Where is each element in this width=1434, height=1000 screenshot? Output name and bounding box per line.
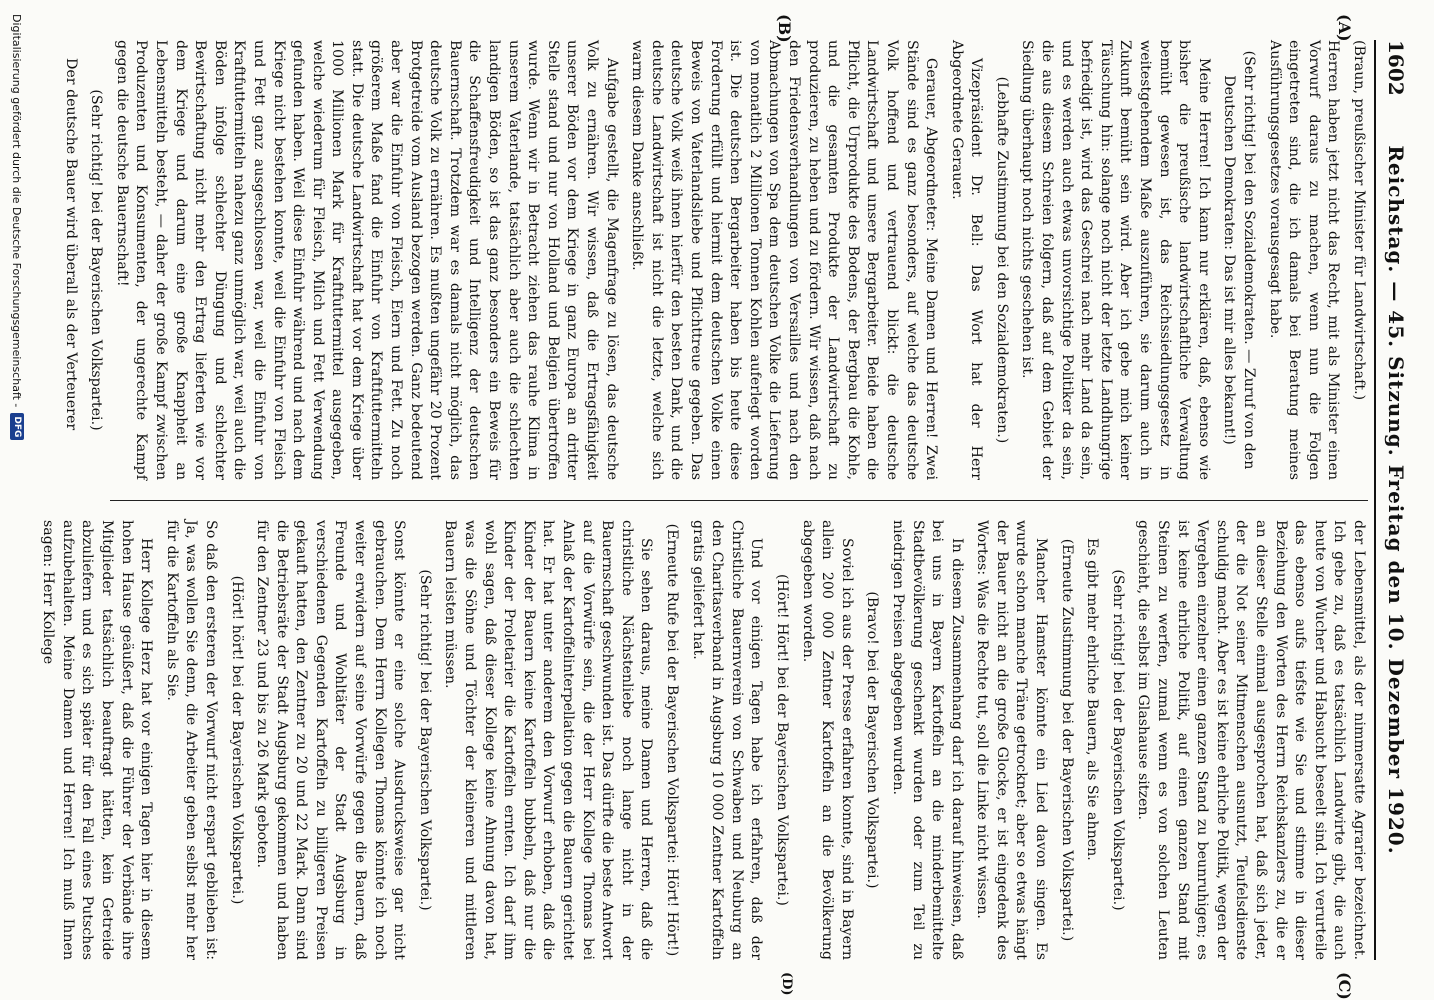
margin-marker-c: (C)	[1335, 972, 1354, 1000]
interjection: (Erneute Zustimmung bei der Bayerischen Volkspartei.)	[1058, 538, 1075, 942]
interjection: (Sehr richtig! bei den Sozialdemokraten. — Zuruf von den Deutschen Demokraten: Das ist mir alles bekannt!)	[1221, 50, 1258, 470]
margin-marker-d: (D)	[779, 972, 794, 996]
paragraph: In diesem Zusammenhang darf ich darauf hinweisen, daß bei uns in Bayern Kartoffeln an die minderbemittelte Stadtbevölkerung geschenkt wurden oder zum Teil zu niedrigen Preisen abgegeben wurden.	[889, 520, 965, 960]
page-title: Reichstag. — 45. Sitzung. Freitag den 10. Dezember 1920.	[1384, 145, 1408, 855]
digitization-footer	[0, 0, 34, 1000]
interjection: (Bravo! bei der Bayerischen Volkspartei.)	[864, 591, 881, 889]
paragraph: (Braun, preußischer Minister für Landwirtschaft.)	[1351, 40, 1367, 401]
paragraph: Herr Kollege Herz hat vor einigen Tagen hier in diesem hohen Hause geäußert, daß die Führer der Verbände ihre Mitglieder tatsächlich beauftragt hätten, kein Getreide abzuliefern und es sich später für den Fall eines Putsches aufzubehalten. Meine Damen und Herren! Ich muß Ihnen sagen: Herr Kollege	[40, 520, 155, 960]
paragraph: Soviel ich aus der Presse erfahren konnte, sind in Bayern allein 200 000 Zentner Kartoffeln an die Bevölkerung abgegeben worden.	[799, 520, 855, 960]
paragraph: Der deutsche Bauer wird überall als der Verteuerer	[62, 58, 79, 431]
interjection: (Erneute Rufe bei der Bayerischen Volkspartei: Hört! Hört!)	[664, 523, 680, 957]
speaker-announcement: Vizepräsident Dr. Bell: Das Wort hat der Herr Abgeordnete Gerauer.	[948, 40, 985, 480]
interjection: (Sehr richtig! bei der Bayerischen Volkspartei.)	[416, 569, 433, 911]
page-header	[1374, 40, 1416, 960]
paragraph: Mancher Hamster könnte ein Lied davon singen. Es wurde schon manche Träne getrocknet; aber so etwas hängt der Bauer nicht an die große Glocke, er ist eingedenk des Wortes: Was die Rechte tut, soll die Linke nicht wissen.	[974, 520, 1050, 960]
paragraph: Sie sehen daraus, meine Damen und Herren, daß die christliche Nächstenliebe noch lange nicht in der Bauernschaft geschwunden ist. Das dürfte die beste Antwort auf die Vorwürfe sein, die der Herr Kollege Thomas bei Anlaß der Kartoffelinterpellation gegen die Bauern gerichtet hat. Er hat unter anderem den Vorwurf erhoben, daß die Kinder der Bauern keine Kartoffeln bubbeln, daß nur die Kinder der Proletarier die Kartoffeln ernten. Ich darf ihm wohl sagen, daß dieser Kollege keine Ahnung davon hat, was die Söhne und Töchter der kleineren und mittleren Bauern leisten müssen.	[442, 520, 655, 960]
paragraph: Und vor einigen Tagen habe ich erfahren, daß der Christliche Bauernverein von Schwaben und Neuburg an den Charitasverband in Augsburg 10 000 Zentner Kartoffeln gratis geliefert hat.	[689, 520, 765, 960]
column-divider	[110, 500, 1368, 501]
right-column	[40, 520, 1368, 960]
paragraph: der Lebensmittel, als der nimmersatte Agrarier bezeichnet. Ich gebe zu, daß es tatsächlich Landwirte gibt, die auch heute von Wucher und Habsucht beseelt sind. Ich verurteile das ebenso aufs tiefste wie Sie und stimme in dieser Beziehung den Worten des Herrn Reichskanzlers zu, die er an dieser Stelle einmal ausgesprochen hat, daß sich jeder, der die Not seiner Mitmenschen ausnutzt, Teufelsdienste schuldig macht. Aber es ist keine ehrliche Politik, wegen der Vergehen einzelner einen ganzen Stand zu beunruhigen; es ist keine ehrliche Politik, auf einen ganzen Stand mit Steinen zu werfen, zumal wenn es von solchen Leuten geschieht, die selbst im Glashause sitzen.	[1135, 520, 1367, 960]
margin-marker-b: (B)	[775, 14, 794, 43]
page-number: 1602	[1384, 40, 1408, 96]
interjection: (Sehr richtig! bei der Bayerischen Volkspartei.)	[88, 89, 105, 431]
margin-marker-a: (A)	[1335, 14, 1354, 42]
paragraph: Herren haben jetzt nicht das Recht, mit als Minister einen Vorwurf daraus zu machen, wenn nun die Folgen eingetreten sind, die ich damals bei Beratung meines Ausführungsgesetzes vorausgesagt habe.	[1266, 40, 1342, 480]
interjection: (Hört! Hört! bei der Bayerischen Volkspartei.)	[773, 574, 790, 906]
footer-text: Digitalisierung gefördert durch die Deutsche Forschungsgemeinschaft -	[10, 14, 24, 408]
paragraph: Es gibt mehr ehrliche Bauern, als Sie ahnen.	[1084, 538, 1101, 861]
interjection: (Sehr richtig! bei der Bayerischen Volkspartei.)	[1109, 569, 1126, 911]
left-column	[62, 40, 1368, 480]
dfg-logo: DFG	[10, 413, 24, 440]
paragraph: Gerauer, Abgeordneter: Meine Damen und Herren! Zwei Stände sind es ganz besonders, auf welche das deutsche Volk hoffend und vertrauend blickt: die deutsche Landwirtschaft und unsere Bergarbeiter. Beide haben die Pflicht, die Urprodukte des Bodens, der Bergbau die Kohle, und die gesamten Produkte der Landwirtschaft zu produzieren, zu heben und zu fördern. Wir wissen, daß nach den Friedensverhandlungen von Versailles und nach den Abmachungen von Spa dem deutschen Volke die Lieferung von monatlich 2 Millionen Tonnen Kohlen auferlegt worden ist. Die deutschen Bergarbeiter haben bis heute diese Forderung erfüllt und hiermit dem deutschen Volke einen Beweis von Vaterlandsliebe und Pflichttreue gegeben. Das deutsche Volk weiß ihnen hierfür den besten Dank, und die deutsche Landwirtschaft ist nicht die letzte, welche sich warm diesem Danke anschließt.	[629, 40, 940, 480]
interjection: (Lebhafte Zustimmung bei den Sozialdemokraten.)	[993, 76, 1010, 444]
paragraph: So daß den ersteren der Vorwurf nicht erspart geblieben ist: Ja, was wollen Sie denn, die Arbeiter geben selbst mehr her für die Kartoffeln als Sie.	[163, 520, 219, 960]
interjection: (Hört! hört! bei der Bayerischen Volkspartei.)	[228, 575, 245, 905]
paragraph: Sonst könnte er eine solche Ausdrucksweise gar nicht gebrauchen. Dem Herrn Kollegen Thomas könnte ich noch weiter erwidern auf seine Vorwürfe gegen die Bauern, daß Freunde und Wohltäter der Stadt Augsburg in verschiedenen Gegenden Kartoffeln zu billigeren Preisen gekauft hatten, den Zentner zu 20 und 22 Mark. Dann sind die Betriebsräte der Stadt Augsburg gekommen und haben für den Zentner 23 und bis zu 26 Mark geboten.	[254, 520, 408, 960]
paragraph: Aufgabe gestellt, die Magenfrage zu lösen, das deutsche Volk zu ernähren. Wir wissen, daß die Ertragsfähigkeit unserer Böden vor dem Kriege in ganz Europa an dritter Stelle stand und nur von Holland und Belgien übertroffen wurde. Wenn wir in Betracht ziehen das rauhe Klima in unserem Vaterlande, tatsächlich aber auch die schlechten landigen Böden, so ist das ganz besonders ein Beweis für die Schaffensfreudigkeit und Intelligenz der deutschen Bauernschaft. Trotzdem war es damals nicht möglich, das deutsche Volk zu ernähren. Es mußten ungefähr 20 Prozent Brotgetreide vom Ausland bezogen werden. Ganz bedeutend aber war die Einfuhr von Fleisch, Eiern und Fett. Zu noch größerem Maße fand die Einfuhr von Kraftfuttermitteln statt. Die deutsche Landwirtschaft hat vor dem Kriege über 1000 Millionen Mark für Kraftfuttermittel ausgegeben, welche wiederum für Fleisch, Milch und Fett Verwendung gefunden haben. Weil diese Einfuhr während und nach dem Kriege nicht bestehen konnte, weil die Einfuhr von Fleisch und Fett ganz ausgeschlossen war, weil die Einfuhr von Kraftfuttermitteln nahezu ganz unmöglich war, weil auch die Böden infolge schlechter Düngung und schlechter Bewirtschaftung nicht mehr den Ertrag lieferten wie vor dem Kriege und darum eine große Knappheit an Lebensmitteln besteht, — daher der große Kampf zwischen Produzenten und Konsumenten, der ungerechte Kampf gegen die deutsche Bauernschaft!	[113, 40, 620, 480]
paragraph: Meine Herren! Ich kann nur erklären, daß, ebenso wie bisher die preußische landwirtschaftliche Verwaltung bemüht gewesen ist, das Reichssiedlungsgesetz in weitestgehendem Maße auszuführen, sie darum auch in Zukunft bemüht sein wird. Aber ich gebe mich keiner Täuschung hin: solange noch nicht der letzte Landhungrige befriedigt ist, wird das Geschrei nach mehr Land da sein, und es werden auch etwas unvorsichtige Politiker da sein, die aus diesem Schreien folgern, daß auf dem Gebiet der Siedlung überhaupt noch nichts geschehen ist.	[1019, 40, 1212, 480]
